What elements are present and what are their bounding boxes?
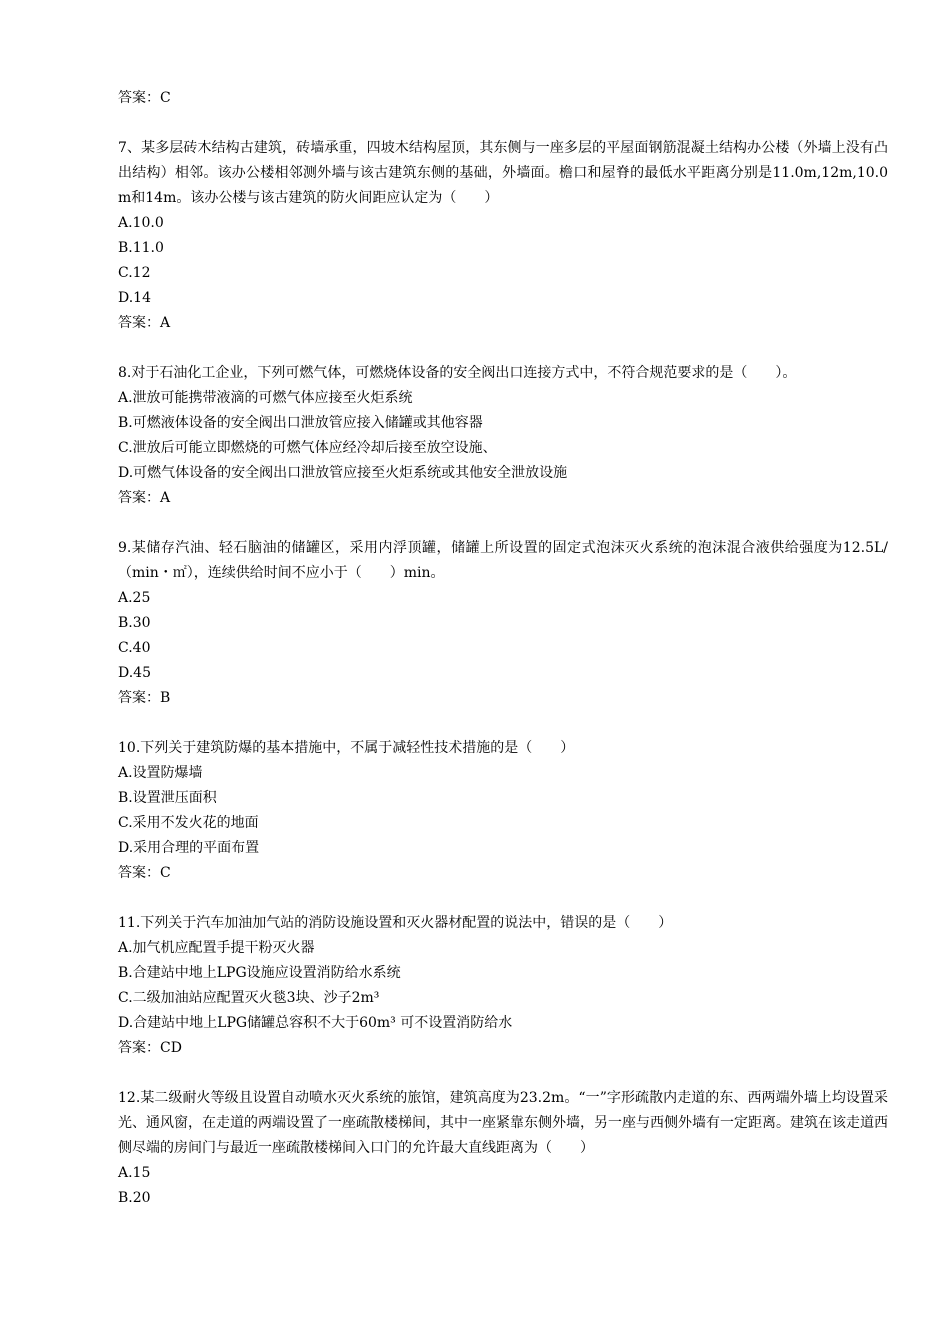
option-c: C.泄放后可能立即燃烧的可燃气体应经冷却后接至放空设施、 (118, 440, 497, 456)
option-c: C.40 (118, 640, 151, 656)
question-text: 8.对于石油化工企业，下列可燃气体，可燃烧体设备的安全阀出口连接方式中，不符合规范要求的是（ ）。 (118, 365, 797, 381)
previous-answer-block (118, 86, 888, 111)
option-c: C.12 (118, 265, 151, 281)
question-10 (118, 736, 888, 886)
option-b: B.20 (118, 1190, 151, 1206)
option-b: B.11.0 (118, 240, 164, 256)
answer-text: 答案：A (118, 490, 171, 506)
option-d: D.14 (118, 290, 151, 306)
option-a: A.10.0 (118, 215, 164, 231)
option-c: C.采用不发火花的地面 (118, 815, 259, 831)
option-d: D.采用合理的平面布置 (118, 840, 260, 856)
option-a: A.设置防爆墙 (118, 765, 203, 781)
question-11 (118, 911, 888, 1061)
document-page (118, 86, 888, 1236)
option-a: A.泄放可能携带液滴的可燃气体应接至火炬系统 (118, 390, 413, 406)
option-a: A.15 (118, 1165, 151, 1181)
answer-text: 答案：CD (118, 1040, 182, 1056)
question-8 (118, 361, 888, 511)
option-a: A.加气机应配置手提干粉灭火器 (118, 940, 315, 956)
question-text: 9.某储存汽油、轻石脑油的储罐区，采用内浮顶罐，储罐上所设置的固定式泡沫灭火系统的泡沫混合液供给强度为12.5L/（min・㎡），连续供给时间不应小于（ ）min。 (118, 540, 888, 581)
question-text: 10.下列关于建筑防爆的基本措施中，不属于减轻性技术措施的是（ ） (118, 740, 575, 756)
answer-text: 答案：C (118, 865, 171, 881)
question-text: 11.下列关于汽车加油加气站的消防设施设置和灭火器材配置的说法中，错误的是（ ） (118, 915, 673, 931)
option-b: B.合建站中地上LPG设施应设置消防给水系统 (118, 965, 401, 981)
option-b: B.设置泄压面积 (118, 790, 217, 806)
option-d: D.合建站中地上LPG储罐总容积不大于60m³ 可不设置消防给水 (118, 1015, 513, 1031)
option-c: C.二级加油站应配置灭火毯3块、沙子2m³ (118, 990, 380, 1006)
question-12 (118, 1086, 888, 1211)
option-b: B.可燃液体设备的安全阀出口泄放管应接入储罐或其他容器 (118, 415, 483, 431)
answer-text: 答案：A (118, 315, 171, 331)
answer-text: 答案：C (118, 90, 171, 106)
question-text: 12.某二级耐火等级且设置自动喷水灭火系统的旅馆，建筑高度为23.2m。“一”字形疏散内走道的东、西两端外墙上均设置采光、通风窗，在走道的两端设置了一座疏散楼梯间，其中一座紧靠东侧外墙，另一座与西侧外墙有一定距离。建筑在该走道西侧尽端的房间门与最近一座疏散楼梯间入口门的允许最大直线距离为（ ） (118, 1090, 888, 1156)
question-9 (118, 536, 888, 711)
answer-text: 答案：B (118, 690, 171, 706)
option-b: B.30 (118, 615, 151, 631)
question-7 (118, 136, 888, 336)
option-d: D.可燃气体设备的安全阀出口泄放管应接至火炬系统或其他安全泄放设施 (118, 465, 568, 481)
option-a: A.25 (118, 590, 151, 606)
option-d: D.45 (118, 665, 151, 681)
question-text: 7、某多层砖木结构古建筑，砖墙承重，四坡木结构屋顶，其东侧与一座多层的平屋面钢筋混凝土结构办公楼（外墙上没有凸出结构）相邻。该办公楼相邻测外墙与该古建筑东侧的基础，外墙面。檐口和屋脊的最低水平距离分别是11.0m,12m,10.0m和14m。该办公楼与该古建筑的防火间距应认定为（ ） (118, 140, 888, 206)
